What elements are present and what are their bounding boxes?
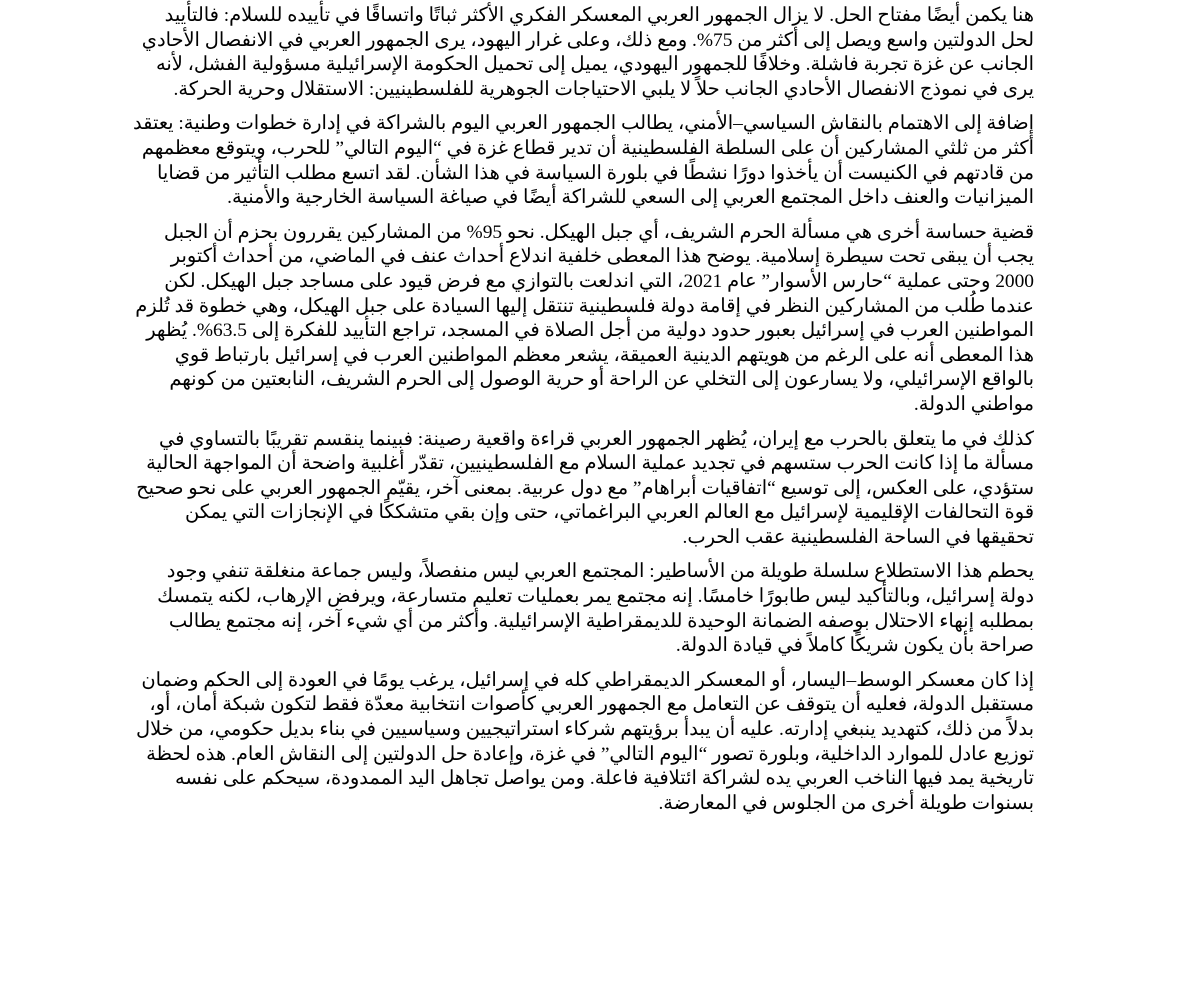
article-paragraph-2: إضافة إلى الاهتمام بالنقاش السياسي–الأمني، يطالب الجمهور العربي اليوم بالشراكة في إدارة خطوات وطنية: يعتقد أكثر من ثلثي المشاركين أن على السلطة الفلسطينية أن تدير قطاع غزة في “اليوم التالي” للحرب، ويتوقع معظمهم من قادتهم في الكنيست أن يأخذوا دورًا نشطًا في بلورة السياسة في هذا الشأن. لقد اتسع مطلب التأثير من قضايا الميزانيات والعنف داخل المجتمع العربي إلى السعي للشراكة أيضًا في صياغة السياسة الخارجية والأمنية. bbox=[132, 113, 1034, 209]
article-paragraph-1: هنا يكمن أيضًا مفتاح الحل. لا يزال الجمهور العربي المعسكر الفكري الأكثر ثباتًا واتساقًا في تأييده للسلام: فالتأييد لحل الدولتين واسع ويصل إلى أكثر من 75%. ومع ذلك، وعلى غرار اليهود، يرى الجمهور العربي في الانفصال الأحادي الجانب عن غزة تجربة فاشلة. وخلافًا للجمهور اليهودي، يميل إلى تحميل الحكومة الإسرائيلية مسؤولية الفشل، لأنه يرى في نموذج الانفصال الأحادي الجانب حلاً لا يلبي الاحتياجات الجوهرية للفلسطينيين: الاستقلال وحرية الحركة. bbox=[141, 5, 1034, 100]
article-body bbox=[128, 4, 1034, 826]
article-paragraph-6: إذا كان معسكر الوسط–اليسار، أو المعسكر الديمقراطي كله في إسرائيل، يرغب يومًا في العودة إلى الحكم وضمان مستقبل الدولة، فعليه أن يتوقف عن التعامل مع الجمهور العربي كأصوات انتخابية معدّة فقط لتكون شبكة أمان، أو، بدلاً من ذلك، كتهديد ينبغي إدارته. عليه أن يبدأ برؤيتهم شركاء استراتيجيين وسياسيين في بناء بديل حكومي، من خلال توزيع عادل للموارد الداخلية، وبلورة تصور “اليوم التالي” في غزة، وإعادة حل الدولتين إلى النقاش العام. هذه لحظة تاريخية يمد فيها الناخب العربي يده لشراكة ائتلافية فاعلة. ومن يواصل تجاهل اليد الممدودة، سيحكم على نفسه بسنوات طويلة أخرى من الجلوس في المعارضة. bbox=[136, 669, 1034, 814]
article-paragraph-4: كذلك في ما يتعلق بالحرب مع إيران، يُظهر الجمهور العربي قراءة واقعية رصينة: فبينما ينقسم تقريبًا بالتساوي في مسألة ما إذا كانت الحرب ستسهم في تجديد عملية السلام مع الفلسطينيين، تقدّر أغلبية واضحة أن المواجهة الحالية ستؤدي، على العكس، إلى توسيع “اتفاقيات أبراهام” مع دول عربية. بمعنى آخر، يقيّم الجمهور العربي على نحو صحيح قوة التحالفات الإقليمية لإسرائيل مع العالم العربي البراغماتي، حتى وإن بقي متشككًا في الإنجازات التي يمكن تحقيقها في الساحة الفلسطينية عقب الحرب. bbox=[136, 428, 1034, 548]
article-paragraph-5: يحطم هذا الاستطلاع سلسلة طويلة من الأساطير: المجتمع العربي ليس منفصلاً، وليس جماعة منغلقة تنفي وجود دولة إسرائيل، وبالتأكيد ليس طابورًا خامسًا. إنه مجتمع يمر بعمليات تعليم متسارعة، ويرفض الإرهاب، لكنه يتمسك بمطلبه إنهاء الاحتلال بوصفه الضمانة الوحيدة للديمقراطية الإسرائيلية. وأكثر من أي شيء آخر، إنه مجتمع يطالب صراحة بأن يكون شريكًا كاملاً في قيادة الدولة. bbox=[157, 561, 1034, 657]
article-paragraph-3: قضية حساسة أخرى هي مسألة الحرم الشريف، أي جبل الهيكل. نحو 95% من المشاركين يقررون بحزم أن الجبل يجب أن يبقى تحت سيطرة إسلامية. يوضح هذا المعطى خلفية اندلاع أحداث عنف في الماضي، من أحداث أكتوبر 2000 وحتى عملية “حارس الأسوار” عام 2021، التي اندلعت بالتوازي مع فرض قيود على مساجد جبل الهيكل. لكن عندما طُلب من المشاركين النظر في إقامة دولة فلسطينية تنتقل إليها السيادة على جبل الهيكل، وهي خطوة قد تُلزم المواطنين العرب في إسرائيل بعبور حدود دولية من أجل الصلاة في المسجد، تراجع التأييد للفكرة إلى 63.5%. يُظهر هذا المعطى أنه على الرغم من هويتهم الدينية العميقة، يشعر معظم المواطنين العرب في إسرائيل بارتباط قوي بالواقع الإسرائيلي، ولا يسارعون إلى التخلي عن الراحة أو حرية الوصول إلى الحرم الشريف، النابعتين من كونهم مواطني الدولة. bbox=[135, 221, 1034, 415]
